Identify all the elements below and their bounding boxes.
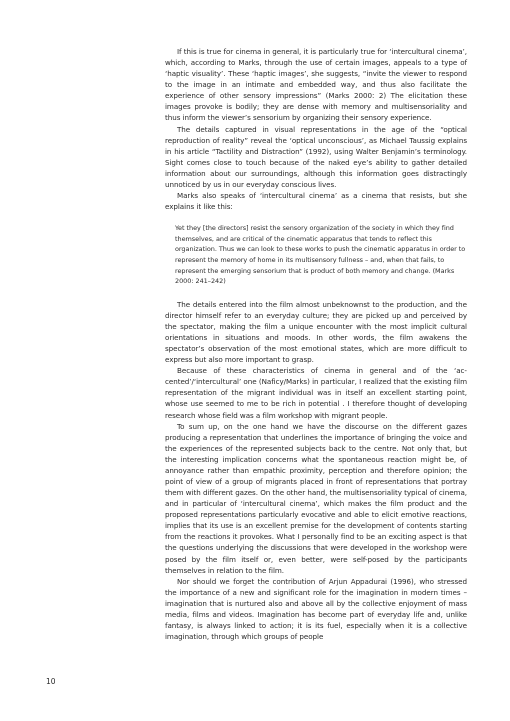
paragraph: Because of these characteristics of cinema in general and of the ‘accented’/‘intercultural’ one (Naficy/Marks) in particular, I realized that the existing film representation of the migrant individual was in itself an excellent starting point, whose use seemed to me to be rich in potential . I therefore thought of developing research whose field was a film workshop with migrant people.: [165, 366, 467, 420]
paragraph: To sum up, on the one hand we have the discourse on the different gazes producing a representation that underlines the importance of bringing the voice and the experiences of the represented subjects back to the centre. Not only that, but the interesting implication concerns what the spontaneous reaction might be, of annoyance rather than empathic proximity, perception and therefore opinion; the point of view of a group of migrants placed in front of representations that portray them with different gazes. On the other hand, the multisensoriality typical of cinema, and in particular of ‘intercultural cinema’, which makes the film product and the proposed representations particularly evocative and able to elicit emotive reactions, implies that its use is an excellent premise for the development of contents starting from the reactions it provokes. What I personally find to be an exciting aspect is that the questions underlying the discussions that were developed in the workshop were posed by the film itself or, even better, were self-posed by the participants themselves in relation to the film.: [165, 421, 467, 575]
body-text-column: [165, 46, 467, 642]
paragraph: If this is true for cinema in general, it is particularly true for ‘intercultural cinema’, which, according to Marks, through the use of certain images, appeals to a type of ‘haptic visuality’. These ‘haptic images’, she suggests, “invite the viewer to respond to the image in an intimate and embedded way, and thus also facilitate the experience of other sensory impressions” (Marks 2000: 2) The elicitation these images provoke is bodily; they are dense with memory and multisensoriality and thus inform the viewer’s sensorium by organizing their sensory experience.: [165, 47, 467, 123]
page-number: 10: [46, 677, 56, 686]
paragraph: Nor should we forget the contribution of Arjun Appadurai (1996), who stressed the importance of a new and significant role for the imagination in modern times – imagination that is nurtured also and above all by the collective enjoyment of mass media, films and videos. Imagination has become part of everyday life and, unlike fantasy, is always linked to action; it is its fuel, especially when it is a collective imagination, through which groups of people: [165, 576, 467, 642]
paragraph: The details entered into the film almost unbeknownst to the production, and the director himself refer to an everyday culture; they are picked up and perceived by the spectator, making the film a unique encounter with the most implicit cultural orientations in situations and moods. In other words, the film awakens the spectator’s observation of the most emotional states, which are more difficult to express but also more important to grasp.: [165, 299, 467, 365]
paragraph: Marks also speaks of ‘intercultural cinema’ as a cinema that resists, but she explains it like this:: [165, 191, 467, 212]
block-quote: Yet they [the directors] resist the sensory organization of the society in which they find themselves, and are critical of the cinematic apparatus that tends to reflect this organization. Thus we can look to these works to push the cinematic apparatus in order to represent the memory of home in its multisensory fullness – and, when that fails, to represent the emerging sensorium that is product of both memory and change. (Marks 2000: 241–242): [175, 224, 466, 286]
paragraph: The details captured in visual representations in the age of the “optical reproduction of reality” reveal the ‘optical unconscious’, as Michael Taussig explains in his article “Tactility and Distraction” (1992), using Walter Benjamin’s terminology. Sight comes close to touch because of the naked eye’s ability to gather detailed information about our surroundings, although this information goes distractingly unnoticed by us in our everyday conscious lives.: [165, 124, 467, 189]
